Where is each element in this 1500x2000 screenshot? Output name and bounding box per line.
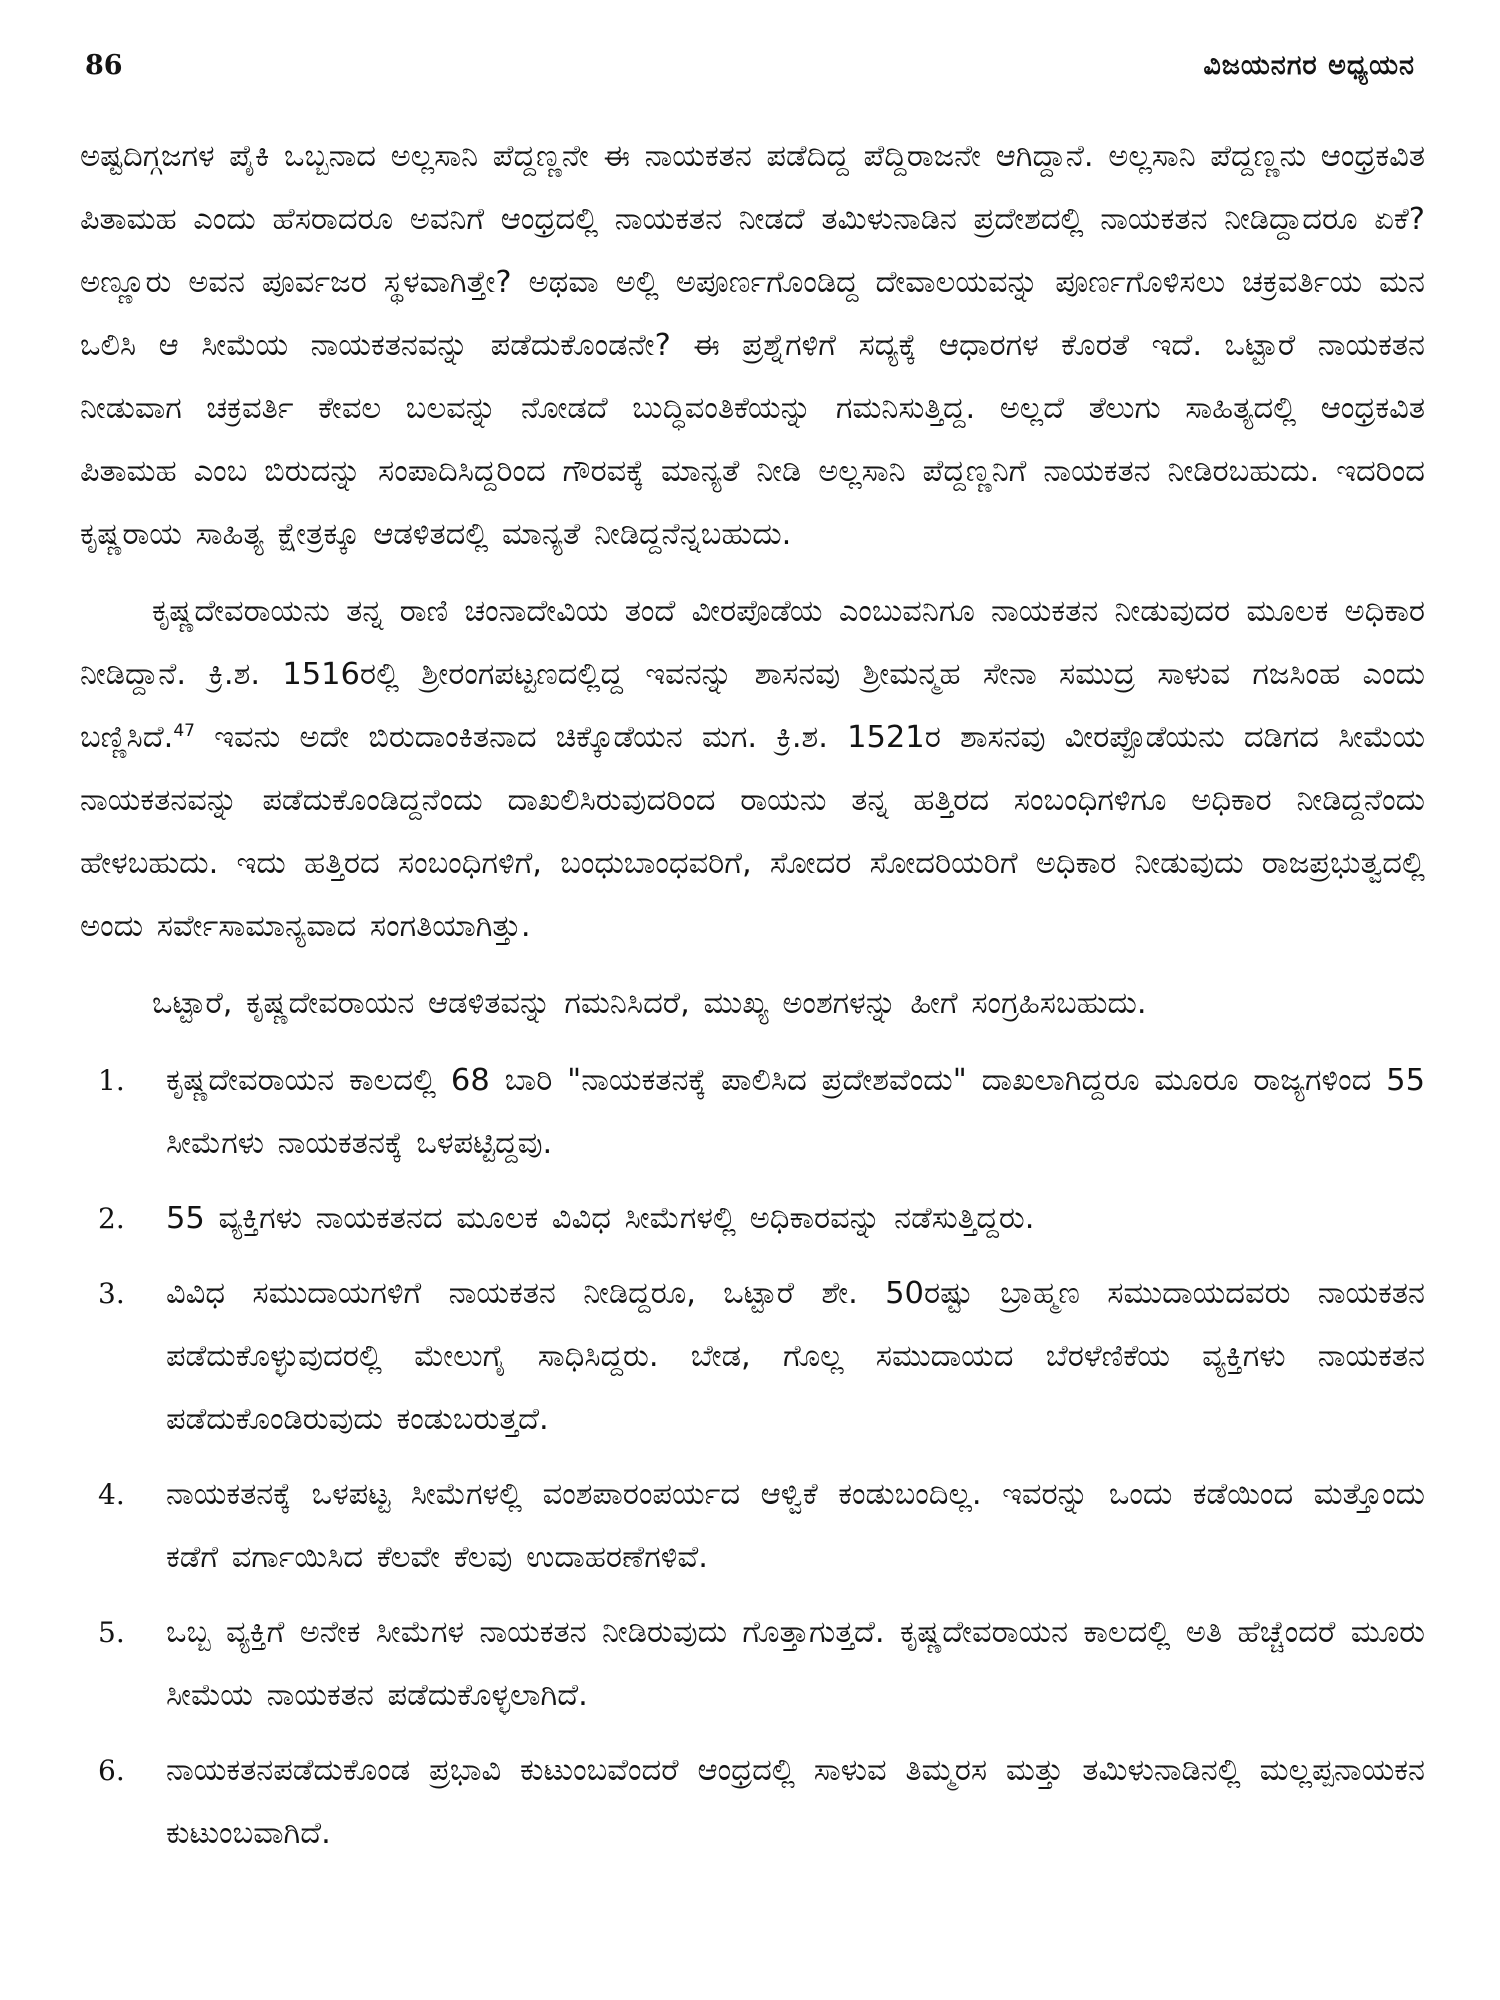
list-item: [80, 1601, 1425, 1727]
list-item-text: ನಾಯಕತನಕ್ಕೆ ಒಳಪಟ್ಟ ಸೀಮೆಗಳಲ್ಲಿ ವಂಶಪಾರಂಪರ್ಯದ ಆಳ್ವಿಕೆ ಕಂಡುಬಂದಿಲ್ಲ. ಇವರನ್ನು ಒಂದು ಕಡೆಯಿಂದ ಮತ್ತೊಂದು ಕಡೆಗೆ ವರ್ಗಾಯಿಸಿದ ಕೆಲವೇ ಕೆಲವು ಉದಾಹರಣೆಗಳಿವೆ.: [166, 1477, 1425, 1575]
list-item-number: 2.: [98, 1202, 125, 1235]
list-item-number: 4.: [98, 1478, 125, 1511]
list-item-text: ಒಬ್ಬ ವ್ಯಕ್ತಿಗೆ ಅನೇಕ ಸೀಮೆಗಳ ನಾಯಕತನ ನೀಡಿರುವುದು ಗೊತ್ತಾಗುತ್ತದೆ. ಕೃಷ್ಣದೇವರಾಯನ ಕಾಲದಲ್ಲಿ ಅತಿ ಹೆಚ್ಚೆಂದರೆ ಮೂರು ಸೀಮೆಯ ನಾಯಕತನ ಪಡೆದುಕೊಳ್ಳಲಾಗಿದೆ.: [166, 1615, 1425, 1713]
paragraph-3: [80, 972, 1425, 1035]
list-item: [80, 1463, 1425, 1589]
list-item-number: 3.: [98, 1277, 125, 1310]
list-item-number: 1.: [98, 1064, 125, 1097]
list-item-text: ವಿವಿಧ ಸಮುದಾಯಗಳಿಗೆ ನಾಯಕತನ ನೀಡಿದ್ದರೂ, ಒಟ್ಟಾರೆ ಶೇ. 50ರಷ್ಟು ಬ್ರಾಹ್ಮಣ ಸಮುದಾಯದವರು ನಾಯಕತನ ಪಡೆದುಕೊಳ್ಳುವುದರಲ್ಲಿ ಮೇಲುಗೈ ಸಾಧಿಸಿದ್ದರು. ಬೇಡ, ಗೊಲ್ಲ ಸಮುದಾಯದ ಬೆರಳೆಣಿಕೆಯ ವ್ಯಕ್ತಿಗಳು ನಾಯಕತನ ಪಡೆದುಕೊಂಡಿರುವುದು ಕಂಡುಬರುತ್ತದೆ.: [166, 1276, 1425, 1437]
list-item: [80, 1262, 1425, 1451]
list-item-number: 5.: [98, 1616, 125, 1649]
paragraph-1: [80, 125, 1425, 566]
list-item-text: 55 ವ್ಯಕ್ತಿಗಳು ನಾಯಕತನದ ಮೂಲಕ ವಿವಿಧ ಸೀಮೆಗಳಲ್ಲಿ ಅಧಿಕಾರವನ್ನು ನಡೆಸುತ್ತಿದ್ದರು.: [166, 1201, 1035, 1236]
book-title: ವಿಜಯನಗರ ಅಧ್ಯಯನ: [1203, 50, 1415, 81]
page-number: 86: [85, 50, 123, 81]
list-item: [80, 1049, 1425, 1175]
list-item-text: ಕೃಷ್ಣದೇವರಾಯನ ಕಾಲದಲ್ಲಿ 68 ಬಾರಿ "ನಾಯಕತನಕ್ಕೆ ಪಾಲಿಸಿದ ಪ್ರದೇಶವೆಂದು" ದಾಖಲಾಗಿದ್ದರೂ ಮೂರೂ ರಾಜ್ಯಗಳಿಂದ 55 ಸೀಮೆಗಳು ನಾಯಕತನಕ್ಕೆ ಒಳಪಟ್ಟಿದ್ದವು.: [166, 1063, 1425, 1161]
footnote-reference: 47: [173, 720, 195, 741]
running-head: [85, 50, 1415, 94]
list-item-number: 6.: [98, 1754, 125, 1787]
list-item: [80, 1739, 1425, 1865]
paragraph-2-text-continued: ಇವನು ಅದೇ ಬಿರುದಾಂಕಿತನಾದ ಚಿಕ್ಕೊಡೆಯನ ಮಗ. ಕ್ರಿ.ಶ. 1521ರ ಶಾಸನವು ವೀರಪ್ಪೊಡೆಯನು ದಡಿಗದ ಸೀಮೆಯ ನಾಯಕತನವನ್ನು ಪಡೆದುಕೊಂಡಿದ್ದನೆಂದು ದಾಖಲಿಸಿರುವುದರಿಂದ ರಾಯನು ತನ್ನ ಹತ್ತಿರದ ಸಂಬಂಧಿಗಳಿಗೂ ಅಧಿಕಾರ ನೀಡಿದ್ದನೆಂದು ಹೇಳಬಹುದು. ಇದು ಹತ್ತಿರದ ಸಂಬಂಧಿಗಳಿಗೆ, ಬಂಧುಬಾಂಧವರಿಗೆ, ಸೋದರ ಸೋದರಿಯರಿಗೆ ಅಧಿಕಾರ ನೀಡುವುದು ರಾಜಪ್ರಭುತ್ವದಲ್ಲಿ ಅಂದು ಸರ್ವೇಸಾಮಾನ್ಯವಾದ ಸಂಗತಿಯಾಗಿತ್ತು.: [80, 720, 1425, 944]
summary-list: [80, 1049, 1425, 1865]
list-item: [80, 1187, 1425, 1250]
body-text: [80, 125, 1425, 1877]
paragraph-3-text: ಒಟ್ಟಾರೆ, ಕೃಷ್ಣದೇವರಾಯನ ಆಡಳಿತವನ್ನು ಗಮನಿಸಿದರೆ, ಮುಖ್ಯ ಅಂಶಗಳನ್ನು ಹೀಗೆ ಸಂಗ್ರಹಿಸಬಹುದು.: [152, 986, 1147, 1021]
paragraph-2-text: ಕೃಷ್ಣದೇವರಾಯನು ತನ್ನ ರಾಣಿ ಚಂನಾದೇವಿಯ ತಂದೆ ವೀರಪೊಡೆಯ ಎಂಬುವನಿಗೂ ನಾಯಕತನ ನೀಡುವುದರ ಮೂಲಕ ಅಧಿಕಾರ ನೀಡಿದ್ದಾನೆ. ಕ್ರಿ.ಶ. 1516ರಲ್ಲಿ ಶ್ರೀರಂಗಪಟ್ಟಣದಲ್ಲಿದ್ದ ಇವನನ್ನು ಶಾಸನವು ಶ್ರೀಮನ್ಮಹ ಸೇನಾ ಸಮುದ್ರ ಸಾಳುವ ಗಜಸಿಂಹ ಎಂದು ಬಣ್ಣಿಸಿದೆ.: [80, 594, 1425, 755]
paragraph-2: [80, 580, 1425, 958]
list-item-text: ನಾಯಕತನಪಡೆದುಕೊಂಡ ಪ್ರಭಾವಿ ಕುಟುಂಬವೆಂದರೆ ಆಂಧ್ರದಲ್ಲಿ ಸಾಳುವ ತಿಮ್ಮರಸ ಮತ್ತು ತಮಿಳುನಾಡಿನಲ್ಲಿ ಮಲ್ಲಪ್ಪನಾಯಕನ ಕುಟುಂಬವಾಗಿದೆ.: [166, 1753, 1425, 1851]
paragraph-1-text: ಅಷ್ಟದಿಗ್ಗಜಗಳ ಪೈಕಿ ಒಬ್ಬನಾದ ಅಲ್ಲಸಾನಿ ಪೆದ್ದಣ್ಣನೇ ಈ ನಾಯಕತನ ಪಡೆದಿದ್ದ ಪೆದ್ದಿರಾಜನೇ ಆಗಿದ್ದಾನೆ. ಅಲ್ಲಸಾನಿ ಪೆದ್ದಣ್ಣನು ಆಂಧ್ರಕವಿತ ಪಿತಾಮಹ ಎಂದು ಹೆಸರಾದರೂ ಅವನಿಗೆ ಆಂಧ್ರದಲ್ಲಿ ನಾಯಕತನ ನೀಡದೆ ತಮಿಳುನಾಡಿನ ಪ್ರದೇಶದಲ್ಲಿ ನಾಯಕತನ ನೀಡಿದ್ದಾದರೂ ಏಕೆ? ಅಣ್ಣೂರು ಅವನ ಪೂರ್ವಜರ ಸ್ಥಳವಾಗಿತ್ತೇ? ಅಥವಾ ಅಲ್ಲಿ ಅಪೂರ್ಣಗೊಂಡಿದ್ದ ದೇವಾಲಯವನ್ನು ಪೂರ್ಣಗೊಳಿಸಲು ಚಕ್ರವರ್ತಿಯ ಮನ ಒಲಿಸಿ ಆ ಸೀಮೆಯ ನಾಯಕತನವನ್ನು ಪಡೆದುಕೊಂಡನೇ? ಈ ಪ್ರಶ್ನೆಗಳಿಗೆ ಸದ್ಯಕ್ಕೆ ಆಧಾರಗಳ ಕೊರತೆ ಇದೆ. ಒಟ್ಟಾರೆ ನಾಯಕತನ ನೀಡುವಾಗ ಚಕ್ರವರ್ತಿ ಕೇವಲ ಬಲವನ್ನು ನೋಡದೆ ಬುದ್ಧಿವಂತಿಕೆಯನ್ನು ಗಮನಿಸುತ್ತಿದ್ದ. ಅಲ್ಲದೆ ತೆಲುಗು ಸಾಹಿತ್ಯದಲ್ಲಿ ಆಂಧ್ರಕವಿತ ಪಿತಾಮಹ ಎಂಬ ಬಿರುದನ್ನು ಸಂಪಾದಿಸಿದ್ದರಿಂದ ಗೌರವಕ್ಕೆ ಮಾನ್ಯತೆ ನೀಡಿ ಅಲ್ಲಸಾನಿ ಪೆದ್ದಣ್ಣನಿಗೆ ನಾಯಕತನ ನೀಡಿರಬಹುದು. ಇದರಿಂದ ಕೃಷ್ಣರಾಯ ಸಾಹಿತ್ಯ ಕ್ಷೇತ್ರಕ್ಕೂ ಆಡಳಿತದಲ್ಲಿ ಮಾನ್ಯತೆ ನೀಡಿದ್ದನೆನ್ನಬಹುದು.: [80, 139, 1425, 552]
